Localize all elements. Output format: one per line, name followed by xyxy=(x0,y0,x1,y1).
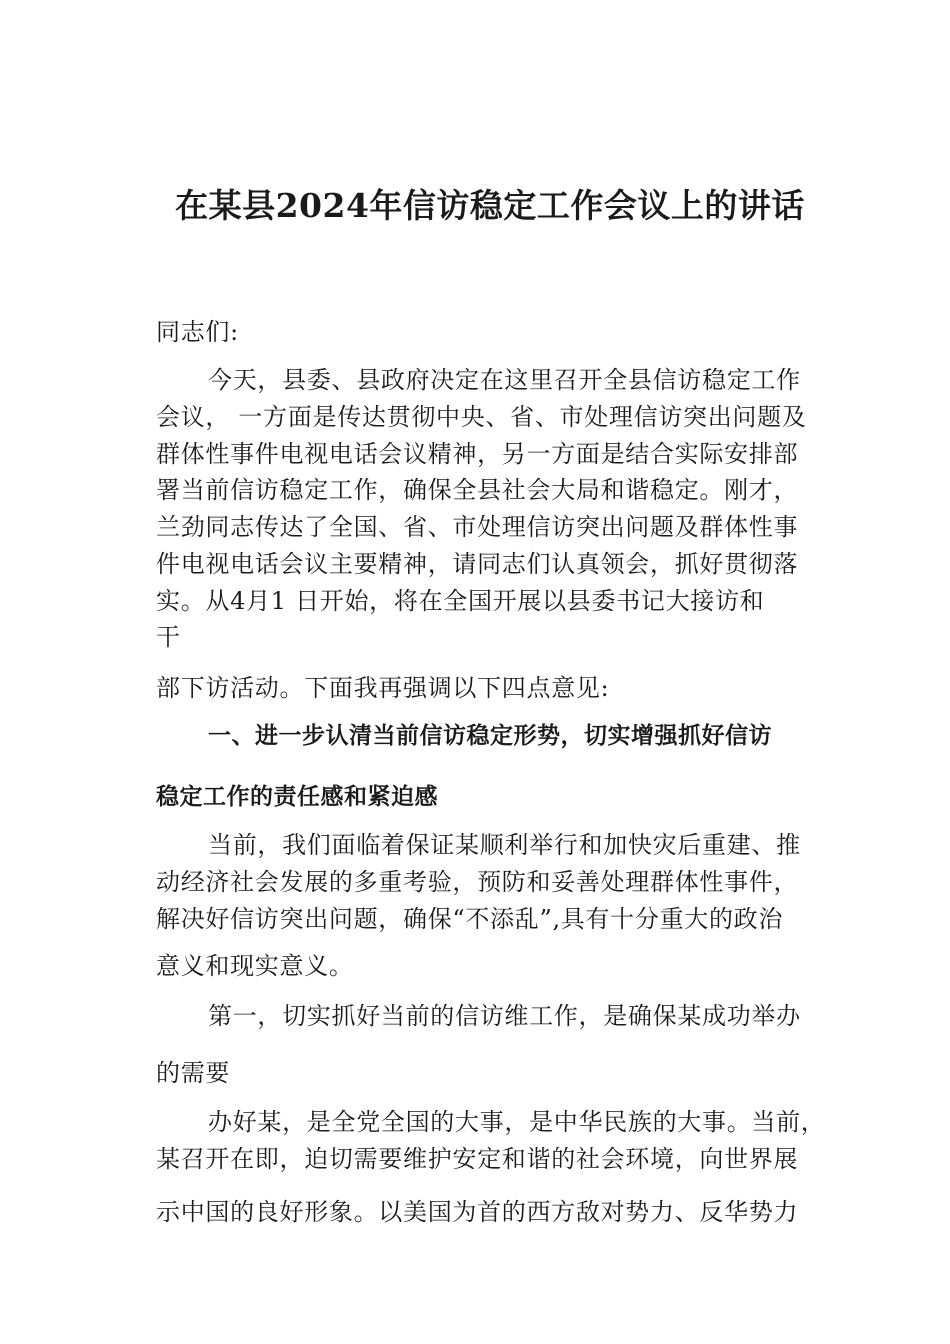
paragraph-line: 会议， 一方面是传达贯彻中央、省、市处理信访突出问题及 xyxy=(156,403,807,431)
paragraph-line: 解决好信访突出问题，确保“不添乱”,具有十分重大的政治 xyxy=(156,905,784,933)
paragraph-line: 意义和现实意义。 xyxy=(156,952,354,980)
section-heading: 稳定工作的责任感和紧迫感 xyxy=(156,784,438,810)
salutation: 同志们: xyxy=(156,318,239,346)
paragraph-line: 部下访活动。下面我再强调以下四点意见: xyxy=(156,674,610,702)
paragraph-line: 群体性事件电视电话会议精神，另一方面是结合实际安排部 xyxy=(156,440,799,468)
paragraph-line: 兰劲同志传达了全国、省、市处理信访突出问题及群体性事 xyxy=(156,513,799,541)
section-heading: 一、进一步认清当前信访稳定形势，切实增强抓好信访 xyxy=(208,723,772,749)
paragraph-line: 办好某，是全党全国的大事，是中华民族的大事。当前， xyxy=(208,1108,826,1136)
subsection-heading: 的需要 xyxy=(156,1059,231,1087)
subsection-heading: 第一，切实抓好当前的信访维工作，是确保某成功举办 xyxy=(208,1002,801,1030)
paragraph-line: 干 xyxy=(156,623,181,651)
paragraph-line: 动经济社会发展的多重考验，预防和妥善处理群体性事件， xyxy=(156,868,799,896)
paragraph-line: 当前，我们面临着保证某顺利举行和加快灾后重建、推 xyxy=(208,831,801,859)
paragraph-line: 某召开在即，迫切需要维护安定和谐的社会环境，向世界展 xyxy=(156,1145,799,1173)
paragraph-line: 实。从4月1 日开始，将在全国开展以县委书记大接访和 xyxy=(156,587,765,615)
paragraph-line: 件电视电话会议主要精神，请同志们认真领会，抓好贯彻落 xyxy=(156,550,799,578)
paragraph-line: 署当前信访稳定工作，确保全县社会大局和谐稳定。刚才， xyxy=(156,476,799,504)
document-title: 在某县2024年信访稳定工作会议上的讲话 xyxy=(175,186,805,225)
paragraph-line: 今天，县委、县政府决定在这里召开全县信访稳定工作 xyxy=(208,366,801,394)
paragraph-line: 示中国的良好形象。以美国为首的西方敌对势力、反华势力 xyxy=(156,1198,799,1226)
